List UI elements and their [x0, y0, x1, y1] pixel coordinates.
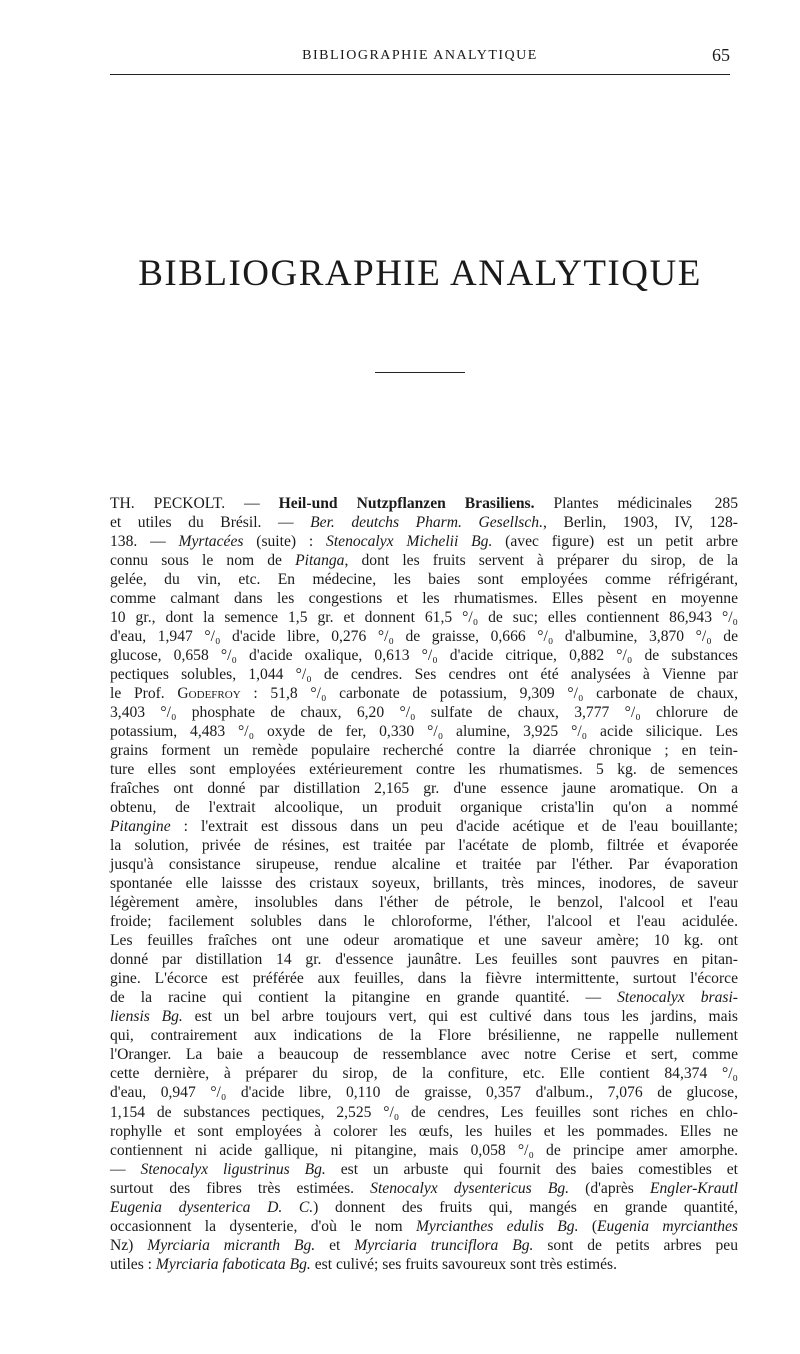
entry-line: gine. L'écorce est préférée aux feuilles, dans la fièvre intermittente, surtout l'écorce	[110, 970, 738, 988]
entry-line: qui, contrairement aux indications de la Flore brésilienne, ne rappelle nullement	[110, 1027, 738, 1045]
entry-line: grains forment un remède populaire recherché contre la diarrée chronique ; en tein-	[110, 742, 738, 760]
entry-line: comme calmant dans les congestions et les rhumatismes. Elles pèsent en moyenne	[110, 590, 738, 608]
entry-line: Les feuilles fraîches ont une odeur aromatique et une saveur amère; 10 kg. ont	[110, 932, 738, 950]
entry-line: donné par distillation 14 gr. d'essence jaunâtre. Les feuilles sont pauvres en pitan-	[110, 951, 738, 969]
entry-text	[110, 494, 738, 1274]
entry-line: glucose, 0,658 °/₀ d'acide oxalique, 0,613 °/₀ d'acide citrique, 0,882 °/₀ de substances	[110, 647, 738, 665]
entry-line: fraîches ont donné par distillation 2,165 gr. d'une essence jaune aromatique. On a	[110, 780, 738, 798]
running-head-title: BIBLIOGRAPHIE ANALYTIQUE	[302, 48, 538, 63]
entry-line: spontanée elle laissse des cristaux soyeux, brillants, très minces, inodores, de saveur	[110, 875, 738, 893]
entry-line: rophylle et sont employées à colorer les œufs, les huiles et les pommades. Elles ne	[110, 1122, 738, 1140]
entry-line: occasionnent la dysenterie, d'où le nom Myrcianthes edulis Bg. (Eugenia myrcianthes	[110, 1217, 738, 1235]
entry-line: pectiques solubles, 1,044 °/₀ de cendres. Ses cendres ont été analysées à Vienne par	[110, 666, 738, 684]
entry-line: le Prof. Godefroy : 51,8 °/₀ carbonate de potassium, 9,309 °/₀ carbonate de chaux,	[110, 685, 738, 703]
entry-line: de la racine qui contient la pitangine en grande quantité. — Stenocalyx brasi-	[110, 989, 738, 1007]
entry-line: l'Oranger. La baie a beaucoup de ressemblance avec notre Cerise et sert, comme	[110, 1046, 738, 1064]
entry-line: connu sous le nom de Pitanga, dont les fruits servent à préparer du sirop, de la	[110, 552, 738, 570]
entry-line: 10 gr., dont la semence 1,5 gr. et donnent 61,5 °/₀ de suc; elles contiennent 86,943 °/₀	[110, 609, 738, 627]
entry-line: Eugenia dysenterica D. C.) donnent des fruits qui, mangés en grande quantité,	[110, 1198, 738, 1216]
entry-line: utiles : Myrciaria faboticata Bg. est culivé; ses fruits savoureux sont très estimés.	[110, 1255, 618, 1273]
entry-line: la solution, privée de résines, est traitée par l'acétate de plomb, filtrée et évaporée	[110, 837, 738, 855]
entry-line: cette dernière, à préparer du sirop, de la confiture, etc. Elle contient 84,374 °/₀	[110, 1065, 738, 1083]
entry-line: Nz) Myrciaria micranth Bg. et Myrciaria trunciflora Bg. sont de petits arbres peu	[110, 1236, 738, 1254]
entry-line: légèrement amère, insolubles dans l'éther de pétrole, le benzol, l'alcool et l'eau	[110, 894, 738, 912]
entry-line: et utiles du Brésil. — Ber. deutchs Pharm. Gesellsch., Berlin, 1903, IV, 128-	[110, 514, 738, 532]
entry-line: d'eau, 0,947 °/₀ d'acide libre, 0,110 de graisse, 0,357 d'album., 7,076 de glucose,	[110, 1084, 738, 1102]
reference-number: 285	[714, 495, 738, 512]
header-rule	[110, 74, 730, 75]
entry-line: ture elles sont employées extérieurement contre les rhumatismes. 5 kg. de semences	[110, 761, 738, 779]
entry-line: froide; facilement solubles dans le chloroforme, l'éther, l'alcool et l'eau acidulée.	[110, 913, 738, 931]
entry-line: jusqu'à consistance sirupeuse, rendue alcaline et traitée par l'éther. Par évaporation	[110, 856, 738, 874]
entry-line: surtout des fibres très estimées. Stenocalyx dysentericus Bg. (d'après Engler-Krautl	[110, 1179, 738, 1197]
entry-line: liensis Bg. est un bel arbre toujours vert, qui est cultivé dans tous les jardins, mais	[110, 1008, 738, 1026]
entry-line: contiennent ni acide gallique, ni pitangine, mais 0,058 °/₀ de principe amer amorphe.	[110, 1141, 738, 1159]
page-number: 65	[712, 45, 730, 65]
entry-line: d'eau, 1,947 °/₀ d'acide libre, 0,276 °/₀ de graisse, 0,666 °/₀ d'albumine, 3,870 °/₀ de	[110, 628, 738, 646]
entry-line: potassium, 4,483 °/₀ oxyde de fer, 0,330 °/₀ alumine, 3,925 °/₀ acide silicique. Les	[110, 723, 738, 741]
entry-line: — Stenocalyx ligustrinus Bg. est un arbuste qui fournit des baies comestibles et	[110, 1160, 738, 1178]
section-title: BIBLIOGRAPHIE ANALYTIQUE	[138, 253, 702, 294]
entry-line: 3,403 °/₀ phosphate de chaux, 6,20 °/₀ sulfate de chaux, 3,777 °/₀ chlorure de	[110, 704, 738, 722]
entry-line: Pitangine : l'extrait est dissous dans un peu d'acide acétique et de l'eau bouillante;	[110, 818, 738, 836]
running-head	[110, 45, 730, 69]
entry-line: obtenu, de l'extrait alcoolique, un produit organique crista'lin qu'on a nommé	[110, 799, 738, 817]
entry-line: TH. PECKOLT. — Heil-und Nutzpflanzen Brasiliens. Plantes médicinales	[110, 495, 692, 512]
entry-line: gelée, du vin, etc. En médecine, les baies sont employées comme réfrigérant,	[110, 571, 738, 589]
bibliography-entry	[110, 494, 738, 1274]
title-divider	[375, 372, 465, 373]
entry-line: 1,154 de substances pectiques, 2,525 °/₀ de cendres, Les feuilles sont riches en chlo-	[110, 1103, 738, 1121]
entry-line: 138. — Myrtacées (suite) : Stenocalyx Michelii Bg. (avec figure) est un petit arbre	[110, 533, 739, 551]
